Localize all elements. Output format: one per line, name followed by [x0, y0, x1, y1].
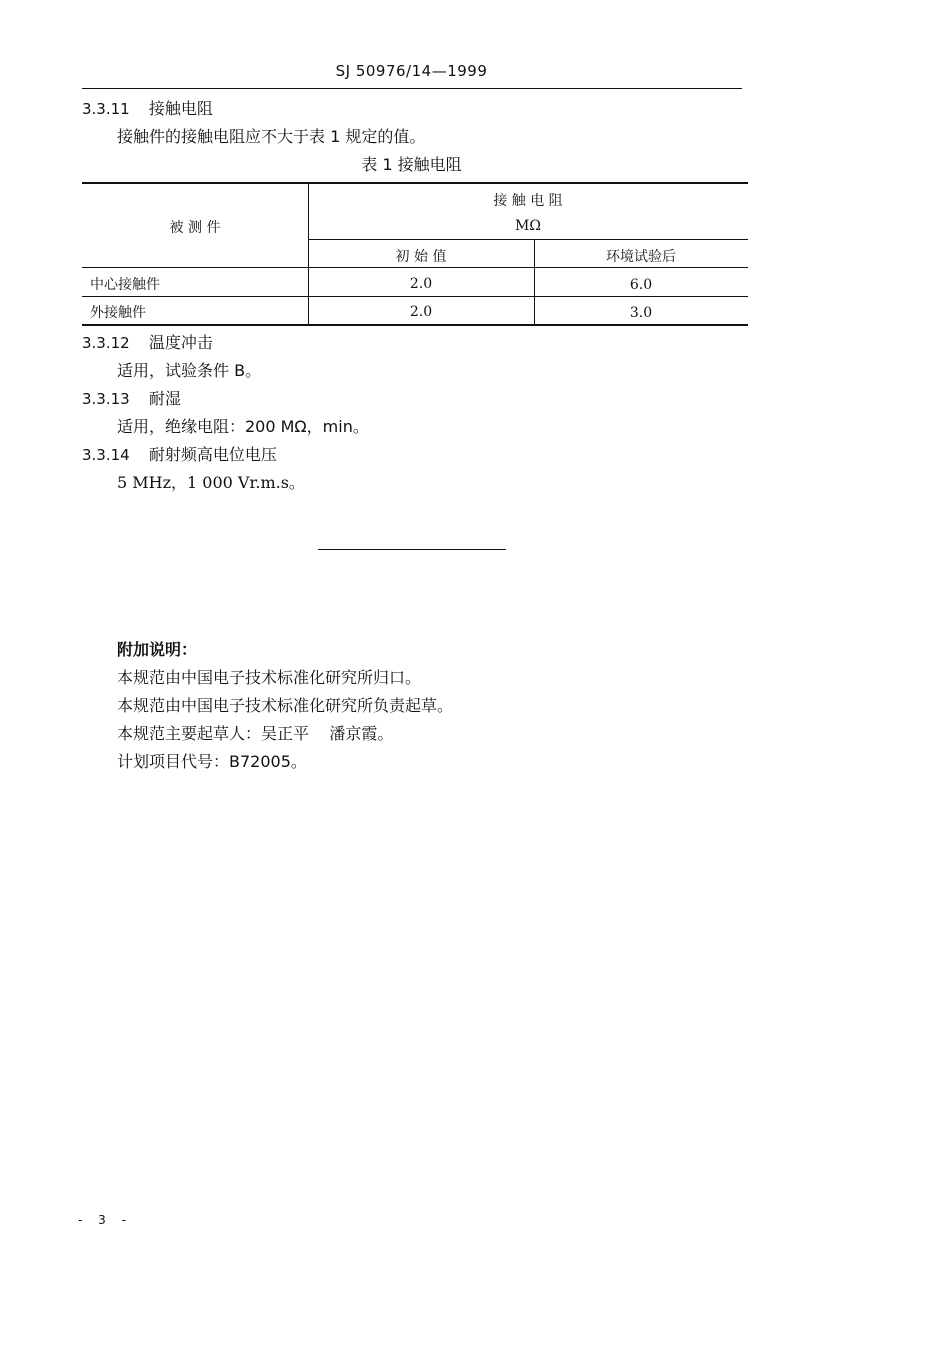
section-number: 3.3.13	[82, 390, 130, 408]
row-after: 3.0	[629, 305, 653, 321]
section-title: 接触电阻	[148, 99, 213, 118]
section-number: 3.3.12	[82, 334, 130, 352]
section-title: 耐射频高电位电压	[148, 445, 277, 464]
header-after: 环境试验后	[606, 249, 676, 265]
section-3-3-12-heading	[82, 330, 213, 353]
header-rule	[82, 88, 742, 89]
document-code: SJ 50976/14—1999	[335, 62, 488, 80]
appendix-line: 本规范由中国电子技术标准化研究所归口。	[117, 668, 422, 687]
section-title: 温度冲击	[148, 333, 213, 352]
row-item: 中心接触件	[90, 277, 160, 293]
table-top-rule	[82, 182, 748, 184]
row-item: 外接触件	[90, 305, 146, 321]
row-initial: 2.0	[409, 304, 433, 320]
end-rule	[318, 549, 506, 550]
section-number: 3.3.11	[82, 100, 130, 118]
table-bottom-rule	[82, 324, 748, 326]
section-3-3-14-heading	[82, 442, 277, 465]
page-number: - 3 -	[78, 1213, 132, 1227]
table-header-rule	[82, 267, 748, 268]
header-group: 接 触 电 阻	[493, 193, 563, 209]
table-subheader-rule	[308, 239, 748, 240]
section-number: 3.3.14	[82, 446, 130, 464]
section-3-3-11-text: 接触件的接触电阻应不大于表 1 规定的值。	[117, 127, 426, 146]
section-title: 耐湿	[148, 389, 181, 408]
row-initial: 2.0	[409, 276, 433, 292]
appendix-line: 本规范主要起草人：吴正平 潘京霞。	[117, 724, 394, 743]
section-3-3-13-text: 适用，绝缘电阻：200 MΩ，min。	[117, 417, 369, 436]
section-3-3-13-heading	[82, 386, 181, 409]
table-row-rule	[82, 296, 748, 297]
header-item: 被 测 件	[169, 220, 221, 236]
row-after: 6.0	[629, 277, 653, 293]
section-3-3-14-text: 5 MHz，1 000 Vr.m.s。	[117, 473, 305, 492]
appendix-title: 附加说明：	[117, 640, 198, 659]
appendix-line: 本规范由中国电子技术标准化研究所负责起草。	[117, 696, 454, 715]
appendix-line: 计划项目代号：B72005。	[117, 752, 307, 771]
header-initial: 初 始 值	[395, 249, 447, 265]
section-3-3-12-text: 适用，试验条件 B。	[117, 361, 262, 380]
header-unit: MΩ	[515, 218, 541, 234]
section-3-3-11-heading	[82, 96, 213, 119]
table-caption: 表 1 接触电阻	[361, 155, 462, 174]
